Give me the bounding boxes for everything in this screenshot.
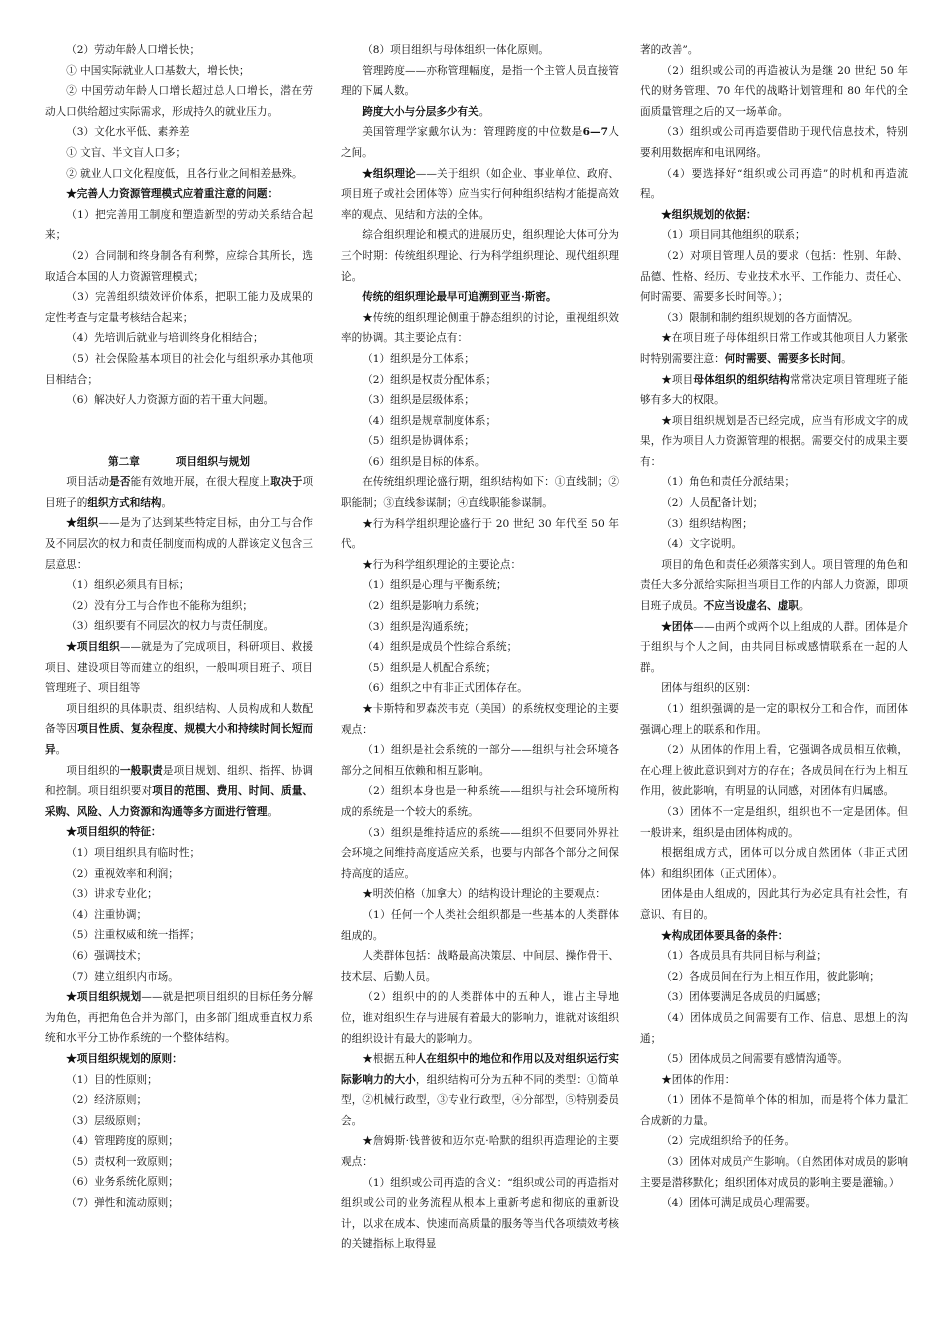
text-run: （1）组织是社会系统的一部分——组织与社会环境各部分之间相互依赖和相互影响。 [341, 744, 619, 777]
text-run: （4）文字说明。 [661, 538, 743, 551]
paragraph [341, 699, 619, 740]
paragraph [45, 122, 313, 143]
chapter-heading [45, 452, 313, 473]
paragraph [45, 822, 313, 843]
text-run: （4）注重协调； [66, 908, 148, 921]
bold-text: ★组织 [66, 517, 99, 530]
paragraph [341, 225, 619, 287]
column-left [45, 40, 313, 1214]
text-run: 能有效地开展，在很大程度上 [130, 476, 271, 489]
paragraph [45, 81, 313, 122]
text-run: （1）组织必须具有目标； [66, 579, 190, 592]
text-run: ★詹姆斯·钱普彼和迈尔克·哈默的组织再造理论的主要观点： [341, 1135, 619, 1169]
paragraph [341, 390, 619, 411]
paragraph [640, 164, 908, 205]
text-run: （1）把完善用工制度和塑造新型的劳动关系结合起来； [45, 208, 313, 242]
paragraph [341, 637, 619, 658]
paragraph [45, 616, 313, 637]
column-middle [341, 40, 619, 1255]
paragraph [341, 575, 619, 596]
text-run: （3）团体要满足各成员的归属感； [661, 991, 827, 1004]
chapter-number: 第二章 [108, 455, 140, 468]
text-run: 项目组织的 [66, 764, 120, 777]
text-run: （6）业务系统化原则； [66, 1176, 179, 1189]
paragraph [341, 1049, 619, 1131]
text-run: 在传统组织理论盛行期，组织结构如下：①直线制；②职能制；③直线参谋制；④直线职能参谋制。 [341, 476, 619, 510]
paragraph [341, 596, 619, 617]
text-run: （4）组织是规章制度体系； [362, 414, 497, 427]
paragraph [640, 802, 908, 843]
paragraph [45, 472, 313, 513]
text-run: 根据组成方式，团体可以分成自然团体（非正式团体）和组织团体（正式团体）。 [640, 847, 908, 880]
text-run: （1）项目同其他组织的联系； [661, 229, 806, 242]
text-run: （6）解决好人力资源方面的若干重大问题。 [66, 394, 275, 407]
paragraph [640, 843, 908, 884]
paragraph [640, 225, 908, 246]
paragraph [341, 308, 619, 349]
text-run: （2）组织或公司的再造被认为是继 20 世纪 50 年代的财务管理、70 年代的战略计划管理和 80 年代的全面质量管理之后的又一场革命。 [640, 64, 908, 118]
text-run: （7）弹性和流动原则； [66, 1197, 179, 1210]
bold-text: ★构成团体要具备的条件： [661, 929, 789, 942]
bold-text: 跨度大小与分层多少有关 [362, 105, 479, 118]
paragraph [45, 349, 313, 390]
text-run: 团体与组织的区别： [661, 682, 757, 695]
bold-text: 母体组织的组织结构 [693, 373, 791, 386]
text-run: ★明茨伯格（加拿大）的结构设计理论的主要观点： [362, 888, 606, 901]
text-run: 。 [478, 105, 490, 118]
paragraph [640, 617, 908, 679]
text-run: （6）组织是目标的体系。 [362, 455, 486, 468]
bold-text: ★组织规划的依据： [661, 208, 757, 221]
bold-text: 人在组织中的地位和作用以及对组织运行实际影响力的大小 [341, 1053, 620, 1086]
paragraph [341, 781, 619, 822]
paragraph [341, 102, 619, 123]
paragraph [640, 1131, 908, 1152]
text-run: ★根据五种 [362, 1053, 416, 1066]
paragraph [45, 575, 313, 596]
paragraph [640, 1049, 908, 1070]
paragraph [640, 1008, 908, 1049]
text-run: （3）层级原则； [66, 1114, 148, 1127]
paragraph [45, 1193, 313, 1214]
text-run: ——是为了达到某些特定目标，由分工与合作及不同层次的权力和责任制度而构成的人群该定义包含三层意思： [45, 517, 314, 571]
bold-text: ★项目组织 [66, 641, 120, 654]
text-run: ① 文盲、半文盲人口多； [66, 146, 187, 159]
text-run: （1）角色和责任分派结果； [661, 476, 796, 489]
text-run: 人之间。 [341, 126, 620, 159]
text-run: 。 [55, 744, 67, 756]
paragraph [45, 761, 313, 823]
text-run: 美国管理学家戴尔认为：管理跨度的中位数是 [362, 126, 583, 139]
paragraph [341, 946, 619, 987]
text-run: （1）各成员具有共同目标与利益； [661, 950, 827, 963]
text-run: （1）组织是心理与平衡系统； [362, 579, 507, 592]
paragraph [341, 905, 619, 946]
paragraph [640, 534, 908, 555]
text-run: （2）组织本身也是一种系统——组织与社会环境所构成的系统是一个较大的系统。 [341, 785, 619, 818]
paragraph [45, 328, 313, 349]
paragraph [640, 967, 908, 988]
paragraph [640, 411, 908, 473]
paragraph [640, 555, 908, 617]
paragraph [45, 1049, 313, 1070]
text-run: 是项目规划、组织、指挥、协调和控制。项目组织要对 [45, 764, 314, 798]
text-run: （5）组织是协调体系； [362, 435, 475, 448]
text-run: ★项目 [661, 373, 694, 386]
text-run: （7）建立组织内市场。 [66, 970, 179, 983]
paragraph [45, 843, 313, 864]
paragraph [45, 1131, 313, 1152]
text-run: ★传统的组织理论侧重于静态组织的讨论，重视组织效率的协调。其主要论点有： [341, 311, 619, 345]
text-run: （2）没有分工与合作也不能称为组织； [66, 599, 254, 612]
paragraph [640, 472, 908, 493]
paragraph [45, 1090, 313, 1111]
text-run: ★卡斯特和罗森茨韦克（美国）的系统权变理论的主要观点： [341, 703, 619, 736]
paragraph [45, 967, 313, 988]
text-run: 综合组织理论和模式的进展历史，组织理论大体可分为三个时期：传统组织理论、行为科学组织理论、现代组织理论。 [341, 229, 619, 283]
paragraph [45, 164, 313, 185]
text-run: （4）管理跨度的原则； [66, 1135, 179, 1148]
text-run: （3）完善组织绩效评价体系，把职工能力及成果的定性考查与定量考核结合起来； [45, 291, 313, 324]
text-run: （3）组织或公司再造要借助于现代信息技术，特别要利用数据库和电讯网络。 [640, 126, 908, 159]
paragraph [45, 1152, 313, 1173]
paragraph [640, 1070, 908, 1091]
paragraph [640, 514, 908, 535]
text-run: （2）组织是权责分配体系； [362, 373, 497, 386]
text-run: （5）责权利一致原则； [66, 1155, 179, 1168]
paragraph [45, 1070, 313, 1091]
paragraph [640, 884, 908, 925]
bold-text: 项目的范围、费用、时间、质量、采购、风险、人力资源和沟通等多方面进行管理 [45, 785, 314, 818]
text-run: （2）组织中的的人类群体中的五种人，谁占主导地位，谁对组织生存与进展有着最大的影响力，谁就对该组织的组织设计有最大的影响力。 [341, 991, 619, 1045]
text-run: （5）注重权威和统一指挥； [66, 929, 201, 942]
paragraph [640, 370, 908, 411]
bold-text: 6—7 [582, 126, 608, 139]
bold-text: 取决于 [270, 476, 303, 489]
bold-text: 组织方式和结构 [87, 496, 162, 509]
text-run: （2）劳动年龄人口增长快； [66, 44, 201, 56]
text-run: （3）文化水平低、素养差 [66, 126, 190, 139]
text-run: 。 [161, 496, 173, 509]
text-run: ★在项目班子母体组织日常工作或其他项目人力紧张时特别需要注意： [640, 332, 908, 365]
text-run: （6）组织之中有非正式团体存在。 [362, 682, 528, 695]
paragraph [45, 596, 313, 617]
paragraph [341, 1173, 619, 1255]
text-run: 常常决定项目管理班子能够有多大的权限。 [640, 373, 909, 407]
paragraph [341, 349, 619, 370]
paragraph [341, 514, 619, 555]
text-run: （3）团体不一定是组织，组织也不一定是团体。但一般讲来，组织是由团体构成的。 [640, 805, 908, 839]
bold-text: ★项目组织规划的原则： [66, 1052, 183, 1065]
text-run: （4）团体成员之间需要有工作、信息、思想上的沟通； [640, 1011, 908, 1045]
paragraph [640, 1090, 908, 1131]
paragraph [640, 699, 908, 740]
paragraph [45, 184, 313, 205]
paragraph [45, 884, 313, 905]
paragraph [45, 946, 313, 967]
paragraph [640, 946, 908, 967]
paragraph [640, 926, 908, 947]
paragraph [640, 308, 908, 329]
paragraph [341, 122, 619, 163]
paragraph [640, 493, 908, 514]
text-run: 项目活动 [66, 476, 110, 489]
paragraph [341, 658, 619, 679]
paragraph [640, 740, 908, 802]
bold-text: 是否 [109, 476, 131, 489]
paragraph [45, 513, 313, 575]
text-run: （2）对项目管理人员的要求（包括：性别、年龄、品德、性格、经历、专业技术水平、工作能力、责任心、何时需要、需要多长时间等。）； [640, 249, 908, 304]
text-run: （1）任何一个人类社会组织都是一些基本的人类群体组成的。 [341, 908, 619, 942]
paragraph [640, 122, 908, 163]
text-run: （2）人员配备计划； [661, 497, 764, 510]
text-run: ① 中国实际就业人口基数大，增长快； [66, 64, 250, 77]
text-run: （3）讲求专业化； [66, 888, 158, 901]
paragraph [341, 40, 619, 61]
text-run: 管理跨度——亦称管理幅度，是指一个主管人员直接管理的下属人数。 [341, 64, 619, 98]
paragraph [45, 637, 313, 699]
paragraph [640, 1193, 908, 1214]
text-run: 项目组织的具体职责、组织结构、人员构成和人数配备等因 [45, 702, 313, 736]
text-run: ★团体的作用： [661, 1073, 736, 1086]
bold-text: 不应当设虚名、虚职 [703, 600, 799, 613]
text-run: （4）要选择好“组织或公司再造”的时机和再造流程。 [640, 167, 908, 201]
bold-text: ★团体 [661, 620, 694, 633]
paragraph [341, 61, 619, 102]
text-run: （3）团体对成员产生影响。（自然团体对成员的影响主要是潜移默化；组织团体对成员的影响主要是灌输。） [640, 1156, 908, 1189]
text-run: （1）组织是分工体系； [362, 352, 475, 365]
text-run: （3）组织是维持适应的系统——组织不但要同外界社会环境之间维持高度适应关系，也要与内部各个部分之间保持高度的适应。 [341, 826, 619, 880]
paragraph [45, 40, 313, 61]
text-run: （3）组织是沟通系统； [362, 620, 475, 633]
text-run: 。 [798, 600, 810, 613]
paragraph [45, 390, 313, 411]
paragraph [341, 1131, 619, 1172]
paragraph [45, 699, 313, 761]
text-run: ② 中国劳动年龄人口增长超过总人口增长，潜在劳动人口供给超过实际需求，形成持久的就业压力。 [45, 85, 313, 118]
text-run: （2）合同制和终身制各有利弊，应综合其所长，选取适合本国的人力资源管理模式； [45, 249, 313, 283]
text-run: ——由两个或两个以上组成的人群。团体是介于组织与个人之间，由共同目标或感情联系在一起的人群。 [640, 620, 909, 674]
text-run: （1）项目组织具有临时性； [66, 846, 201, 859]
paragraph [640, 987, 908, 1008]
paragraph [341, 411, 619, 432]
paragraph [45, 1111, 313, 1132]
text-run: （1）团体不是简单个体的相加，而是将个体力量汇合成新的力量。 [640, 1094, 908, 1127]
paragraph [45, 287, 313, 328]
text-run: （5）组织是人机配合系统； [362, 661, 497, 674]
text-run: ——就是为了完成项目，科研项目、救援项目、建设项目等而建立的组织，一般叫项目班子、项目管理班子、项目组等 [45, 641, 314, 695]
text-run: （1）组织强调的是一定的职权分工和合作，而团体强调心理上的联系和作用。 [640, 703, 908, 736]
text-run: （3）组织是层级体系； [362, 394, 475, 407]
chapter-title: 项目组织与规划 [175, 455, 250, 468]
paragraph [45, 905, 313, 926]
paragraph [45, 864, 313, 885]
paragraph [341, 287, 619, 308]
text-run: 。 [841, 352, 852, 365]
text-run: 项目的角色和责任必须落实到人。项目管理的角色和责任大多分派给实际担当项目工作的内部人力资源，即项目班子成员。 [640, 558, 908, 613]
text-run: ——关于组织（如企业、事业单位、政府、项目班子或社会团体等）应当实行何种组织结构才能提高效率的观点、见结和方法的全体。 [341, 167, 620, 221]
paragraph [341, 884, 619, 905]
paragraph [45, 925, 313, 946]
bold-text: ★项目组织规划 [66, 991, 142, 1004]
text-run: （2）经济原则； [66, 1094, 148, 1107]
text-run: （6）强调技术； [66, 949, 148, 962]
paragraph [341, 987, 619, 1049]
text-run: ★项目组织规划是否已经完成，应当有形成文字的成果，作为项目人力资源管理的根据。需要交付的成果主要有： [640, 414, 908, 468]
paragraph [45, 1172, 313, 1193]
bold-text: 何时需要、需要多长时间 [724, 352, 842, 365]
paragraph [640, 246, 908, 308]
text-run: （1）组织或公司再造的含义：“组织或公司的再造指对组织或公司的业务流程从根本上重新考虑和彻底的重新设计，以求在成本、快速而高质量的服务等当代各项绩效考核的关键指标上取得显 [341, 1176, 619, 1251]
column-right [640, 40, 908, 1214]
text-run: （2）完成组织给予的任务。 [661, 1135, 796, 1148]
paragraph [45, 205, 313, 246]
text-run: ——就是把项目组织的目标任务分解为角色，再把角色合并为部门，由多部门组成垂直权力系统和水平分工协作系统的一个整体结构。 [45, 991, 314, 1045]
paragraph [45, 143, 313, 164]
text-run: （3）限制和制约组织规划的各方面情况。 [661, 311, 859, 324]
text-run: （2）重视效率和利润； [66, 867, 179, 880]
text-run: （2）各成员间在行为上相互作用，彼此影响； [661, 970, 880, 983]
paragraph [341, 823, 619, 885]
paragraph [45, 61, 313, 82]
text-run: 著的改善”。 [640, 44, 699, 56]
paragraph [341, 740, 619, 781]
text-run: ② 就业人口文化程度低，且各行业之间相差悬殊。 [66, 167, 303, 180]
text-run: （1）目的性原则； [66, 1073, 158, 1086]
paragraph [640, 40, 908, 61]
paragraph [341, 452, 619, 473]
paragraph [341, 370, 619, 391]
text-run: ，组织结构可分为五种不同的类型：①简单型，②机械行政型，③专业行政型，④分部型，⑤特别委员会。 [341, 1073, 619, 1127]
text-run: 人类群体包括：战略最高决策层、中间层、操作骨干、技术层、后勤人员。 [341, 950, 619, 983]
text-run: ★行为科学组织理论盛行于 20 世纪 30 年代至 50 年代。 [341, 517, 619, 551]
bold-text: 项目性质、复杂程度、规模大小和持续时间长短而异 [45, 723, 314, 756]
paragraph [341, 555, 619, 576]
paragraph [341, 164, 619, 226]
paragraph [341, 678, 619, 699]
text-run: （2）组织是影响力系统； [362, 600, 486, 613]
text-run: （5）团体成员之间需要有感情沟通等。 [661, 1053, 849, 1066]
paragraph [341, 431, 619, 452]
paragraph [640, 328, 908, 369]
paragraph [341, 617, 619, 638]
paragraph [45, 987, 313, 1049]
text-run: 。 [267, 805, 279, 818]
text-run: （4）先培训后就业与培训终身化相结合； [66, 332, 264, 345]
text-run: （2）从团体的作用上看，它强调各成员相互依赖，在心理上彼此意识到对方的存在；各成员间在行为上相互作用，彼此影响，有明显的认同感，对团体有归属感。 [640, 744, 908, 798]
paragraph [640, 1152, 908, 1193]
bold-text: 一般职责 [119, 764, 163, 777]
bold-text: ★项目组织的特征： [66, 826, 162, 839]
bold-text: ★组织理论 [362, 167, 416, 180]
paragraph [640, 205, 908, 226]
text-run: 团体是由人组成的，因此其行为必定具有社会性，有意识、有目的。 [640, 888, 908, 921]
text-run: （8）项目组织与母体组织一体化原则。 [362, 44, 550, 56]
text-run: 项目班子的 [45, 476, 314, 509]
paragraph [45, 246, 313, 287]
text-run: （4）团体可满足成员心理需要。 [661, 1197, 817, 1210]
bold-text: 传统的组织理论最早可追溯到亚当·斯密。 [362, 291, 557, 304]
section-gap [45, 411, 313, 452]
text-run: （3）组织要有不同层次的权力与责任制度。 [66, 620, 275, 633]
text-run: （4）组织是成员个性综合系统； [362, 641, 518, 654]
paragraph [640, 678, 908, 699]
text-run: ★行为科学组织理论的主要论点： [362, 558, 522, 571]
paragraph [341, 472, 619, 513]
text-run: （5）社会保险基本项目的社会化与组织承办其他项目相结合； [45, 352, 313, 386]
text-run: （3）组织结构图； [661, 517, 753, 530]
paragraph [640, 61, 908, 123]
bold-text: ★完善人力资源管理模式应着重注意的问题： [66, 188, 279, 201]
